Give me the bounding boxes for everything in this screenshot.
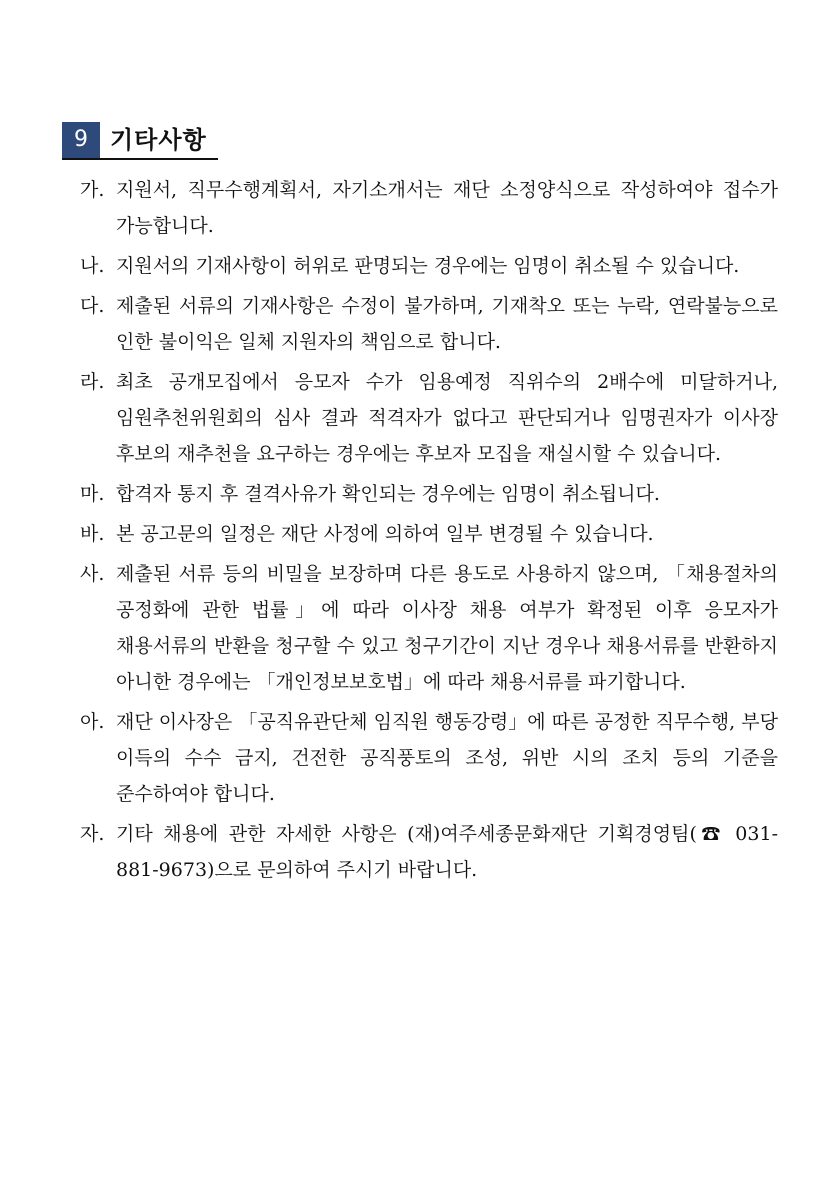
item-text: 지원서, 직무수행계획서, 자기소개서는 재단 소정양식으로 작성하여야 접수가 가능합니다. (116, 179, 778, 237)
item-text: 지원서의 기재사항이 허위로 판명되는 경우에는 임명이 취소될 수 있습니다. (116, 255, 740, 277)
item-text: 최초 공개모집에서 응모자 수가 임용예정 직위수의 2배수에 미달하거나, 임원추천위원회의 심사 결과 적격자가 없다고 판단되거나 임명권자가 이사장 후보의 재추천을 요구하는 경우에는 후보자 모집을 재실시할 수 있습니다. (116, 371, 778, 465)
list-item (80, 476, 778, 512)
item-marker: 바. (80, 523, 105, 545)
list-item (80, 816, 778, 888)
list-item (80, 172, 778, 244)
item-marker: 나. (80, 255, 105, 277)
list-item (80, 704, 778, 812)
section-header (62, 122, 218, 160)
item-text: 재단 이사장은 「공직유관단체 임직원 행동강령」에 따른 공정한 직무수행, 부당 이득의 수수 금지, 건전한 공직풍토의 조성, 위반 시의 조치 등의 기준을 준수하여야 합니다. (116, 711, 778, 805)
section-title: 기타사항 (110, 126, 207, 154)
item-text: 기타 채용에 관한 자세한 사항은 (재)여주세종문화재단 기획경영팀(☎ 031-881-9673)으로 문의하여 주시기 바랍니다. (116, 823, 778, 881)
item-marker: 마. (80, 483, 105, 505)
item-marker: 아. (80, 711, 105, 733)
item-text: 본 공고문의 일정은 재단 사정에 의하여 일부 변경될 수 있습니다. (116, 523, 654, 545)
list-item (80, 248, 778, 284)
section-number-badge: 9 (62, 122, 100, 158)
item-marker: 라. (80, 371, 105, 393)
item-marker: 다. (80, 295, 105, 317)
list-item (80, 556, 778, 700)
list-item (80, 516, 778, 552)
item-marker: 자. (80, 823, 105, 845)
item-text: 제출된 서류의 기재사항은 수정이 불가하며, 기재착오 또는 누락, 연락불능으로 인한 불이익은 일체 지원자의 책임으로 합니다. (116, 295, 778, 353)
item-marker: 가. (80, 179, 105, 201)
item-text: 제출된 서류 등의 비밀을 보장하며 다른 용도로 사용하지 않으며, 「채용절차의 공정화에 관한 법률」에 따라 이사장 채용 여부가 확정된 이후 응모자가 채용서류의 반환을 청구할 수 있고 청구기간이 지난 경우나 채용서류를 반환하지 아니한 경우에는 「개인정보보호법」에 따라 채용서류를 파기합니다. (116, 563, 778, 693)
list-item (80, 364, 778, 472)
notice-list (80, 172, 778, 892)
list-item (80, 288, 778, 360)
item-marker: 사. (80, 563, 105, 585)
item-text: 합격자 통지 후 결격사유가 확인되는 경우에는 임명이 취소됩니다. (116, 483, 660, 505)
